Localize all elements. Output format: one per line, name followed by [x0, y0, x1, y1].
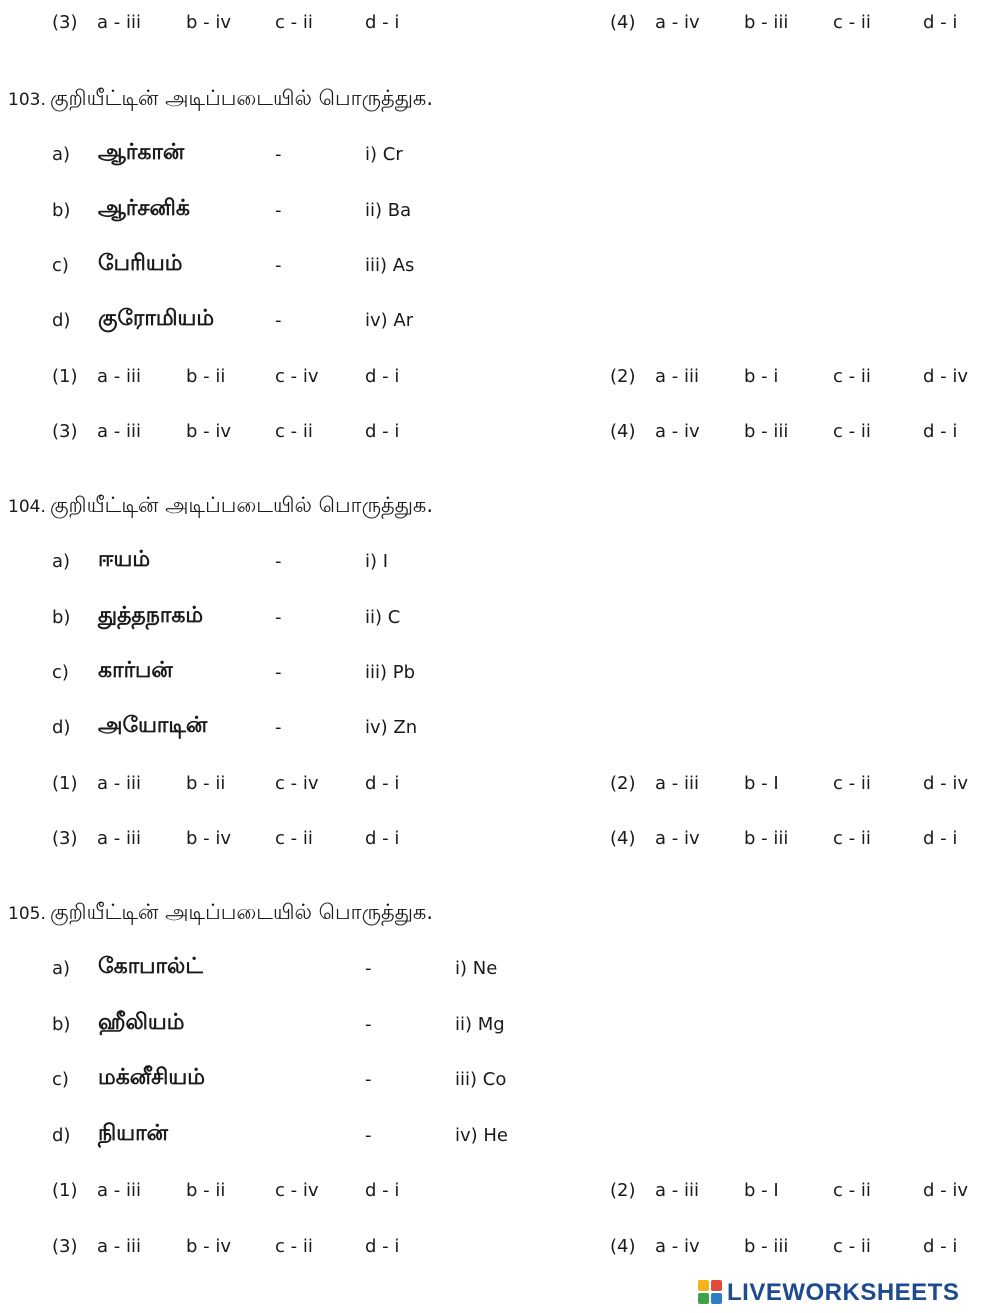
- option-row-3[interactable]: [52, 421, 432, 445]
- option-pair: c - iv: [275, 366, 319, 387]
- option-pair: d - i: [923, 12, 958, 33]
- option-pair: d - i: [923, 1236, 958, 1257]
- option-row-3[interactable]: [52, 828, 432, 852]
- option-pair: b - iv: [186, 421, 232, 442]
- item-term: குரோமியம்: [98, 306, 215, 331]
- option-pair: a - iii: [97, 12, 141, 33]
- option-pair: d - i: [365, 1180, 400, 1201]
- option-pair: b - I: [744, 1180, 779, 1201]
- item-term: நியான்: [98, 1121, 168, 1146]
- item-dash: -: [275, 607, 282, 628]
- option-number: (1): [52, 773, 78, 794]
- item-term: கோபால்ட்: [98, 954, 203, 979]
- option-pair: a - iii: [97, 421, 141, 442]
- option-pair: a - iii: [655, 1180, 699, 1201]
- item-label: a): [52, 144, 71, 165]
- option-pair: c - ii: [275, 1236, 313, 1257]
- option-number: (4): [610, 421, 636, 442]
- item-label: c): [52, 255, 69, 276]
- item-dash: -: [275, 717, 282, 738]
- option-number: (1): [52, 1180, 78, 1201]
- option-pair: d - i: [365, 828, 400, 849]
- option-number: (4): [610, 12, 636, 33]
- option-number: (3): [52, 421, 78, 442]
- option-number: (4): [610, 1236, 636, 1257]
- option-row-2[interactable]: [610, 773, 990, 797]
- option-pair: c - ii: [275, 828, 313, 849]
- item-label: c): [52, 662, 69, 683]
- option-pair: b - iv: [186, 12, 232, 33]
- item-match[interactable]: iv) Ar: [365, 310, 414, 331]
- item-dash: -: [365, 1125, 372, 1146]
- option-number: (2): [610, 773, 636, 794]
- option-pair: c - iv: [275, 773, 319, 794]
- item-dash: -: [275, 200, 282, 221]
- option-pair: c - ii: [275, 12, 313, 33]
- option-number: (3): [52, 1236, 78, 1257]
- option-pair: d - i: [923, 421, 958, 442]
- item-match[interactable]: ii) Ba: [365, 200, 412, 221]
- option-number: (3): [52, 12, 78, 33]
- liveworksheets-logo-icon: [698, 1280, 724, 1306]
- option-number: (2): [610, 366, 636, 387]
- item-match[interactable]: iv) Zn: [365, 717, 418, 738]
- question-prompt: குறியீட்டின் அடிப்படையில் பொருத்துக.: [50, 493, 434, 517]
- option-row-2[interactable]: [610, 1180, 990, 1204]
- option-pair: b - ii: [186, 366, 226, 387]
- item-match[interactable]: ii) Mg: [455, 1014, 505, 1035]
- option-row-4[interactable]: [610, 828, 990, 852]
- item-label: d): [52, 310, 71, 331]
- option-pair: d - i: [365, 12, 400, 33]
- item-dash: -: [365, 1014, 372, 1035]
- item-dash: -: [275, 255, 282, 276]
- option-pair: a - iv: [655, 1236, 700, 1257]
- option-pair: a - iii: [655, 773, 699, 794]
- question-prompt: குறியீட்டின் அடிப்படையில் பொருத்துக.: [50, 900, 434, 924]
- option-pair: c - ii: [275, 421, 313, 442]
- option-row-1[interactable]: [52, 366, 432, 390]
- option-pair: a - iii: [97, 366, 141, 387]
- option-pair: a - iii: [97, 773, 141, 794]
- question-number: 105.: [8, 904, 46, 924]
- item-label: a): [52, 551, 71, 572]
- item-match[interactable]: iv) He: [455, 1125, 509, 1146]
- item-term: கார்பன்: [98, 658, 173, 683]
- option-pair: a - iii: [97, 828, 141, 849]
- option-row-4[interactable]: [610, 1236, 990, 1260]
- option-pair: d - iv: [923, 1180, 969, 1201]
- option-row-1[interactable]: [52, 773, 432, 797]
- option-pair: b - I: [744, 773, 779, 794]
- item-label: b): [52, 200, 71, 221]
- item-label: b): [52, 1014, 71, 1035]
- item-match[interactable]: iii) As: [365, 255, 415, 276]
- option-pair: c - ii: [833, 12, 871, 33]
- item-dash: -: [275, 310, 282, 331]
- option-pair: b - iii: [744, 828, 789, 849]
- item-term: அயோடின்: [98, 713, 208, 738]
- item-term: ஆர்சனிக்: [98, 196, 190, 221]
- option-pair: d - i: [365, 366, 400, 387]
- item-label: c): [52, 1069, 69, 1090]
- option-pair: c - ii: [833, 773, 871, 794]
- option-pair: c - ii: [833, 1236, 871, 1257]
- item-dash: -: [275, 662, 282, 683]
- option-pair: d - iv: [923, 773, 969, 794]
- question-number: 104.: [8, 497, 46, 517]
- option-row-3[interactable]: [52, 1236, 432, 1260]
- item-match[interactable]: i) Ne: [455, 958, 498, 979]
- option-pair: b - i: [744, 366, 779, 387]
- option-number: (4): [610, 828, 636, 849]
- option-pair: a - iii: [97, 1180, 141, 1201]
- option-pair: a - iv: [655, 421, 700, 442]
- item-match[interactable]: i) I: [365, 551, 389, 572]
- option-pair: b - ii: [186, 1180, 226, 1201]
- option-pair: b - iii: [744, 12, 789, 33]
- item-term: துத்தநாகம்: [98, 603, 204, 628]
- item-label: a): [52, 958, 71, 979]
- option-pair: d - i: [365, 421, 400, 442]
- option-pair: c - ii: [833, 421, 871, 442]
- item-match[interactable]: i) Cr: [365, 144, 403, 165]
- option-pair: c - ii: [833, 828, 871, 849]
- option-number: (2): [610, 1180, 636, 1201]
- option-pair: a - iv: [655, 12, 700, 33]
- option-pair: b - ii: [186, 773, 226, 794]
- option-pair: c - ii: [833, 366, 871, 387]
- option-row-4[interactable]: [610, 421, 990, 445]
- item-term: ஆர்கான்: [98, 140, 185, 165]
- item-label: d): [52, 1125, 71, 1146]
- question-prompt: குறியீட்டின் அடிப்படையில் பொருத்துக.: [50, 86, 434, 110]
- option-pair: c - ii: [833, 1180, 871, 1201]
- item-dash: -: [365, 1069, 372, 1090]
- brand-name: LIVEWORKSHEETS: [727, 1279, 960, 1306]
- option-pair: b - iii: [744, 421, 789, 442]
- option-pair: a - iii: [97, 1236, 141, 1257]
- option-pair: b - iii: [744, 1236, 789, 1257]
- option-pair: d - iv: [923, 366, 969, 387]
- option-pair: c - iv: [275, 1180, 319, 1201]
- item-term: ஹீலியம்: [98, 1010, 185, 1035]
- item-dash: -: [365, 958, 372, 979]
- option-number: (1): [52, 366, 78, 387]
- option-pair: b - iv: [186, 1236, 232, 1257]
- item-term: மக்னீசியம்: [98, 1065, 205, 1090]
- option-pair: d - i: [923, 828, 958, 849]
- item-dash: -: [275, 551, 282, 572]
- item-term: பேரியம்: [98, 251, 183, 276]
- item-match[interactable]: iii) Co: [455, 1069, 507, 1090]
- option-row-top-3[interactable]: [52, 12, 432, 36]
- option-row-2[interactable]: [610, 366, 990, 390]
- question-number: 103.: [8, 90, 46, 110]
- option-row-top-4[interactable]: [610, 12, 990, 36]
- item-match[interactable]: iii) Pb: [365, 662, 416, 683]
- option-pair: a - iv: [655, 828, 700, 849]
- option-pair: d - i: [365, 773, 400, 794]
- item-match[interactable]: ii) C: [365, 607, 401, 628]
- option-pair: d - i: [365, 1236, 400, 1257]
- option-pair: b - iv: [186, 828, 232, 849]
- item-term: ஈயம்: [98, 547, 151, 572]
- option-row-1[interactable]: [52, 1180, 432, 1204]
- option-pair: a - iii: [655, 366, 699, 387]
- item-dash: -: [275, 144, 282, 165]
- option-number: (3): [52, 828, 78, 849]
- item-label: b): [52, 607, 71, 628]
- item-label: d): [52, 717, 71, 738]
